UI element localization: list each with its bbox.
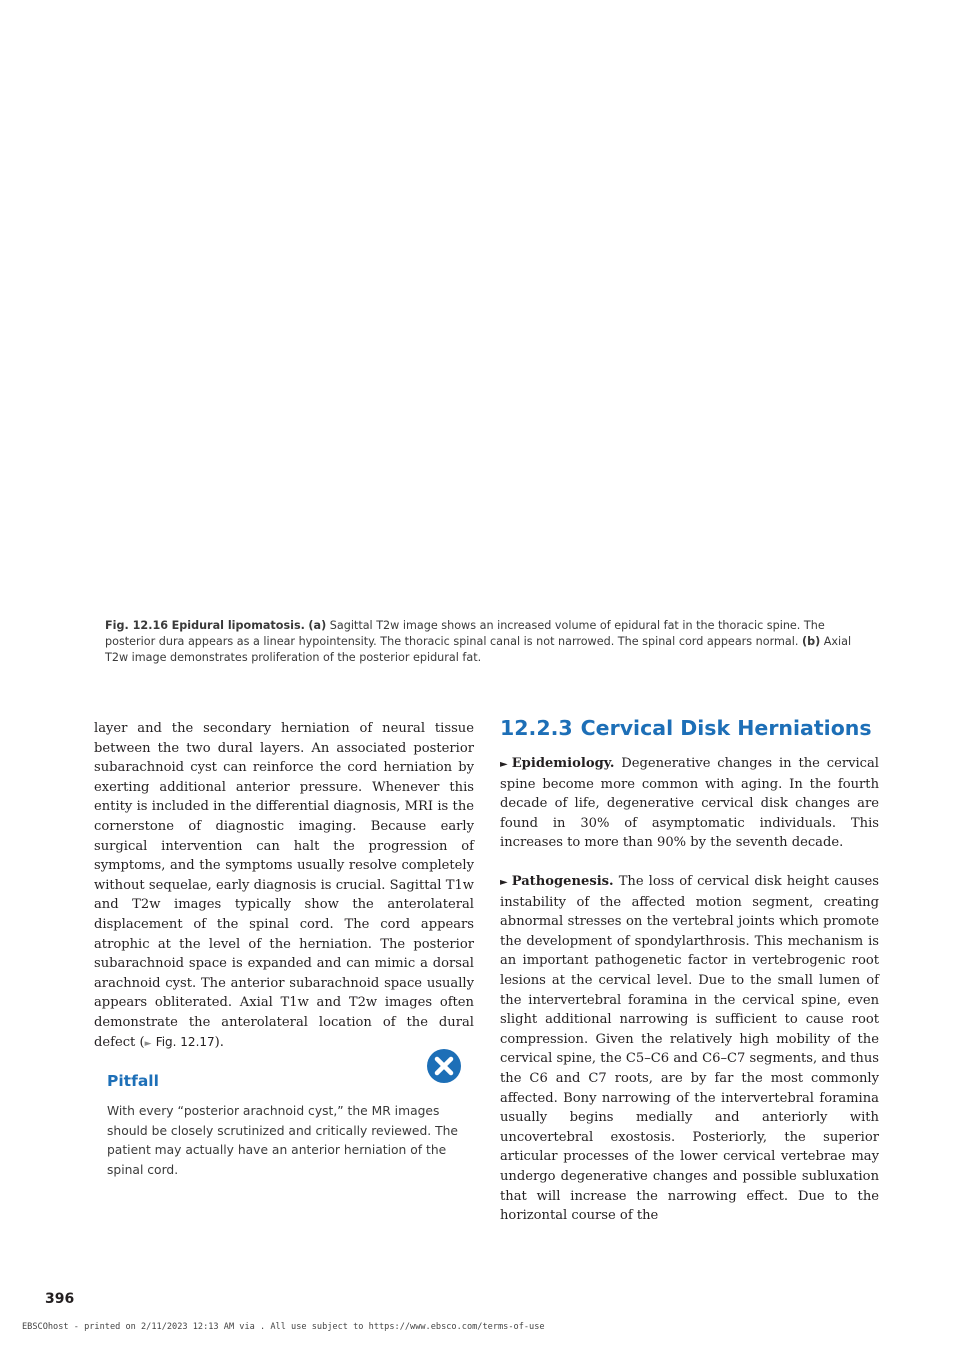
triangle-bullet-icon: ► — [500, 877, 508, 888]
x-circle-icon — [426, 1048, 462, 1084]
section-heading — [500, 716, 880, 740]
section-title: Cervical Disk Herniations — [580, 716, 872, 740]
pitfall-title: Pitfall — [107, 1072, 159, 1090]
caption-part-a: (a) — [308, 619, 327, 632]
paragraph-pathogenesis — [500, 872, 879, 1226]
section-number: 12.2.3 — [500, 716, 573, 740]
pitfall-box — [94, 1046, 472, 1196]
figure-caption — [105, 618, 875, 666]
runin-heading-epidemiology: Epidemiology. — [511, 756, 615, 771]
caption-text-a: Sagittal T2w image shows an increased volume of epidural fat in the thoracic spine. The posterior dura appears as a linear hypointensity. The thoracic spinal canal is not narrowed. The spinal cord appears normal. — [105, 619, 825, 648]
pitfall-text: With every “posterior arachnoid cyst,” the MR images should be closely scrutinized and critically reviewed. The patient may actually have an anterior herniation of the spinal cord. — [107, 1104, 458, 1177]
page-number: 396 — [45, 1291, 75, 1307]
left-column-text — [94, 719, 474, 1054]
left-body-text: layer and the secondary herniation of neural tissue between the two dural layers. An associated posterior subarachnoid cyst can reinforce the cord herniation by exerting additional anterior pressure. Whenever this entity is included in the differential diagnosis, MRI is the cornerstone of diagnostic imaging. Because early surgical intervention can halt the progression of symptoms, and the symptoms usually resolve completely without sequelae, early diagnosis is crucial. Sagittal T1w and T2w images typically show the anterolateral displacement of the spinal cord. The cord appears atrophic at the level of the herniation. The posterior subarachnoid space is expanded and can mimic a dorsal arachnoid cyst. The anterior subarachnoid space usually appears obliterated. Axial T1w and T2w images often demonstrate the anterolateral location of the dural defect ( — [94, 721, 474, 1050]
caption-text-b: Axial T2w image demonstrates proliferation of the posterior epidural fat. — [105, 635, 852, 664]
left-body-end: ). — [214, 1034, 224, 1050]
pathogenesis-text: The loss of cervical disk height causes instability of the affected motion segment, creating abnormal stresses on the vertebral joints which promote the development of spondylarthrosis. This mechanism is an important pathogenetic factor in vertebrogenic root lesions at the cervical level. Due to the small lumen of the intervertebral foramina in the cervical spine, even slight additional narrowing is sufficient to cause root compression. Given the relatively high mobility of the cervical spine, the C5–C6 and C6–C7 segments, and thus the C6 and C7 roots, are by far the most commonly affected. Bony narrowing of the intervertebral foramina usually begins medially and anteriorly with uncovertebral exostosis. Posteriorly, the superior articular processes of the lower cervical vertebrae may undergo degenerative changes and possible subluxation that will increase the narrowing effect. Due to the horizontal course of the — [500, 874, 879, 1224]
caption-title: Epidural lipomatosis. — [171, 619, 305, 632]
print-footer: EBSCOhost - printed on 2/11/2023 12:13 AM via . All use subject to https://www.ebsco.com/terms-of-use — [22, 1322, 545, 1332]
paragraph-epidemiology — [500, 754, 879, 853]
triangle-bullet-icon: ► — [500, 759, 508, 770]
caption-part-b: (b) — [801, 635, 821, 648]
caption-label: Fig. 12.16 — [105, 619, 169, 632]
figure-reference-link[interactable]: Fig. 12.17 — [155, 1034, 215, 1049]
runin-heading-pathogenesis: Pathogenesis. — [511, 874, 614, 889]
epidemiology-text: Degenerative changes in the cervical spine become more common with aging. In the fourth decade of life, degenerative cervical disk changes are found in 30% of asymptomatic individuals. This increases to more than 90% by the seventh decade. — [500, 756, 879, 851]
figure-ref-arrow-icon: ► — [144, 1038, 152, 1049]
